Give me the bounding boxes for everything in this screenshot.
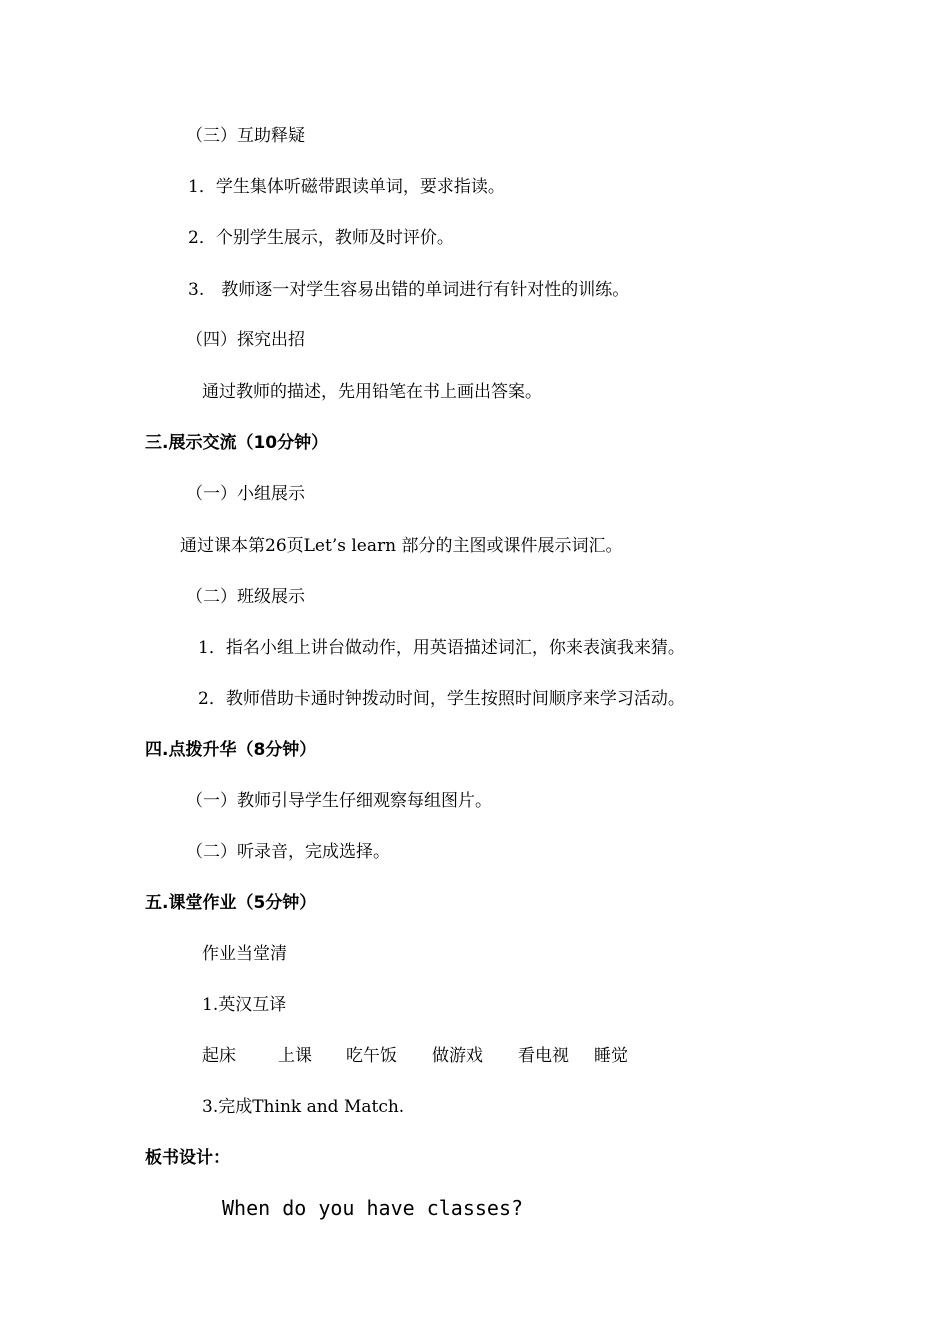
subsection-mutual-help: （三）互助释疑 [186, 126, 305, 146]
paragraph: 作业当堂清 [202, 944, 287, 964]
list-item: 1.英汉互译 [202, 995, 287, 1015]
vocab-word: 吃午饭 [346, 1046, 397, 1066]
paragraph: 通过教师的描述，先用铅笔在书上画出答案。 [202, 382, 542, 402]
vocab-word: 做游戏 [432, 1046, 483, 1066]
vocab-row [202, 1044, 628, 1068]
subsection-class-display: （二）班级展示 [186, 587, 305, 607]
list-item: 1．指名小组上讲台做动作，用英语描述词汇，你来表演我来猜。 [198, 638, 685, 658]
paragraph: 通过课本第26页Let’s learn 部分的主图或课件展示词汇。 [180, 536, 623, 556]
vocab-word: 睡觉 [594, 1046, 628, 1066]
section-heading-present: 三.展示交流（10分钟） [145, 433, 329, 453]
subsection-observe: （一）教师引导学生仔细观察每组图片。 [186, 791, 492, 811]
subsection-group-display: （一）小组展示 [186, 484, 305, 504]
subsection-listen: （二）听录音，完成选择。 [186, 842, 390, 862]
vocab-word: 看电视 [518, 1046, 569, 1066]
list-item: 2．个别学生展示，教师及时评价。 [188, 228, 454, 248]
section-heading-homework: 五.课堂作业（5分钟） [145, 893, 317, 913]
subsection-explore: （四）探究出招 [186, 330, 305, 350]
vocab-word: 上课 [278, 1046, 312, 1066]
section-heading-guidance: 四.点拨升华（8分钟） [145, 740, 317, 760]
vocab-word: 起床 [202, 1046, 236, 1066]
list-item: 1．学生集体听磁带跟读单词，要求指读。 [188, 177, 505, 197]
board-title: When do you have classes? [222, 1196, 524, 1220]
list-item: 3. 教师逐一对学生容易出错的单词进行有针对性的训练。 [188, 280, 630, 300]
list-item: 2．教师借助卡通时钟拨动时间，学生按照时间顺序来学习活动。 [198, 689, 685, 709]
section-heading-board-design: 板书设计： [145, 1148, 230, 1168]
list-item: 3.完成Think and Match. [202, 1097, 405, 1117]
